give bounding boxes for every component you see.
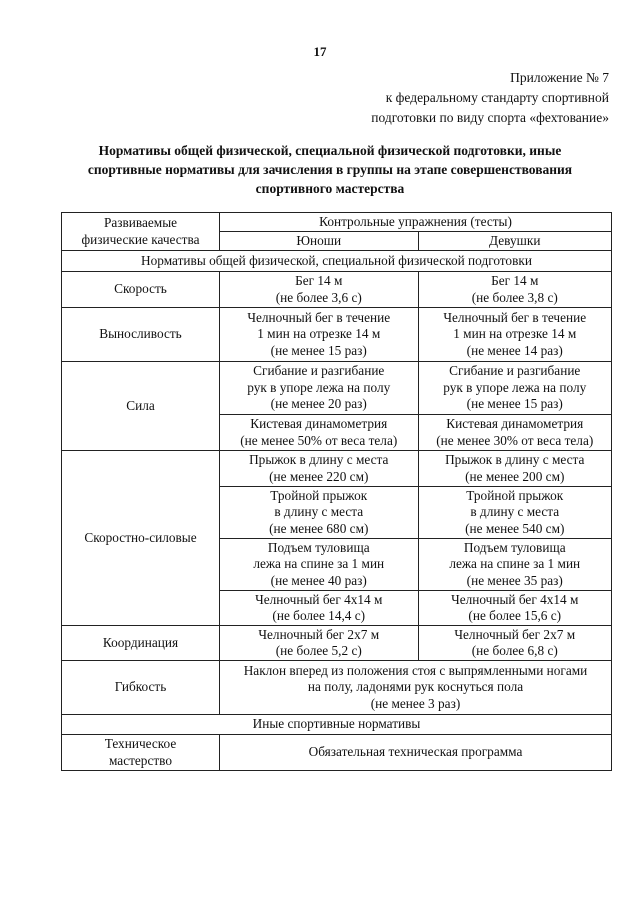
- table-row: [62, 308, 612, 362]
- page-number: 17: [313, 44, 327, 59]
- title-line: спортивного мастерства: [255, 181, 405, 196]
- cell-both: Обязательная техническая программа: [220, 735, 612, 771]
- cell-girls: Челночный бег 4x14 м (не более 15,6 с): [418, 591, 611, 626]
- quality-strength: Сила: [62, 362, 220, 451]
- appendix-note: [289, 68, 609, 128]
- document-title: [50, 141, 610, 198]
- table-row: [62, 362, 612, 415]
- title-line: Нормативы общей физической, специальной физической подготовки, иные: [98, 143, 562, 158]
- cell-girls: Кистевая динамометрия (не менее 30% от веса тела): [418, 415, 611, 451]
- header-row: [62, 213, 612, 232]
- cell-boys: Челночный бег в течение 1 мин на отрезке 14 м (не менее 15 раз): [220, 308, 419, 362]
- cell-girls: Прыжок в длину с места (не менее 200 см): [418, 451, 611, 487]
- cell-boys: Сгибание и разгибание рук в упоре лежа на полу (не менее 20 раз): [220, 362, 419, 415]
- header-boys: Юноши: [220, 232, 419, 251]
- cell-boys: Подъем туловища лежа на спине за 1 мин (не менее 40 раз): [220, 539, 419, 591]
- appendix-line: к федеральному стандарту спортивной: [385, 90, 609, 105]
- section-ofp: Нормативы общей физической, специальной физической подготовки: [62, 251, 612, 272]
- cell-boys: Бег 14 м (не более 3,6 с): [220, 272, 419, 308]
- quality-flexibility: Гибкость: [62, 661, 220, 715]
- cell-girls: Бег 14 м (не более 3,8 с): [418, 272, 611, 308]
- cell-boys: Челночный бег 4x14 м (не более 14,4 с): [220, 591, 419, 626]
- header-girls: Девушки: [418, 232, 611, 251]
- title-line: спортивные нормативы для зачисления в группы на этапе совершенствования: [87, 162, 573, 177]
- table-row: [62, 661, 612, 715]
- quality-speed-strength: Скоростно-силовые: [62, 451, 220, 626]
- section-row: [62, 715, 612, 735]
- cell-girls: Челночный бег в течение 1 мин на отрезке 14 м (не менее 14 раз): [418, 308, 611, 362]
- table-row: [62, 626, 612, 661]
- table-row: [62, 451, 612, 487]
- cell-boys: Кистевая динамометрия (не менее 50% от веса тела): [220, 415, 419, 451]
- quality-speed: Скорость: [62, 272, 220, 308]
- quality-endurance: Выносливость: [62, 308, 220, 362]
- cell-girls: Подъем туловища лежа на спине за 1 мин (не менее 35 раз): [418, 539, 611, 591]
- norms-table: [61, 212, 612, 771]
- header-qualities: Развиваемые физические качества: [62, 213, 220, 251]
- cell-girls: Челночный бег 2x7 м (не более 6,8 с): [418, 626, 611, 661]
- cell-both: Наклон вперед из положения стоя с выпрямленными ногами на полу, ладонями рук коснуться пола (не менее 3 раз): [220, 661, 612, 715]
- appendix-line: Приложение № 7: [510, 70, 609, 85]
- cell-boys: Тройной прыжок в длину с места (не менее 680 см): [220, 487, 419, 539]
- cell-girls: Тройной прыжок в длину с места (не менее 540 см): [418, 487, 611, 539]
- section-other: Иные спортивные нормативы: [62, 715, 612, 735]
- table-row: [62, 272, 612, 308]
- quality-coordination: Координация: [62, 626, 220, 661]
- appendix-line: подготовки по виду спорта «фехтование»: [371, 110, 609, 125]
- cell-boys: Челночный бег 2x7 м (не более 5,2 с): [220, 626, 419, 661]
- section-row: [62, 251, 612, 272]
- table-row: [62, 735, 612, 771]
- quality-technique: Техническое мастерство: [62, 735, 220, 771]
- header-tests: Контрольные упражнения (тесты): [220, 213, 612, 232]
- cell-girls: Сгибание и разгибание рук в упоре лежа на полу (не менее 15 раз): [418, 362, 611, 415]
- cell-boys: Прыжок в длину с места (не менее 220 см): [220, 451, 419, 487]
